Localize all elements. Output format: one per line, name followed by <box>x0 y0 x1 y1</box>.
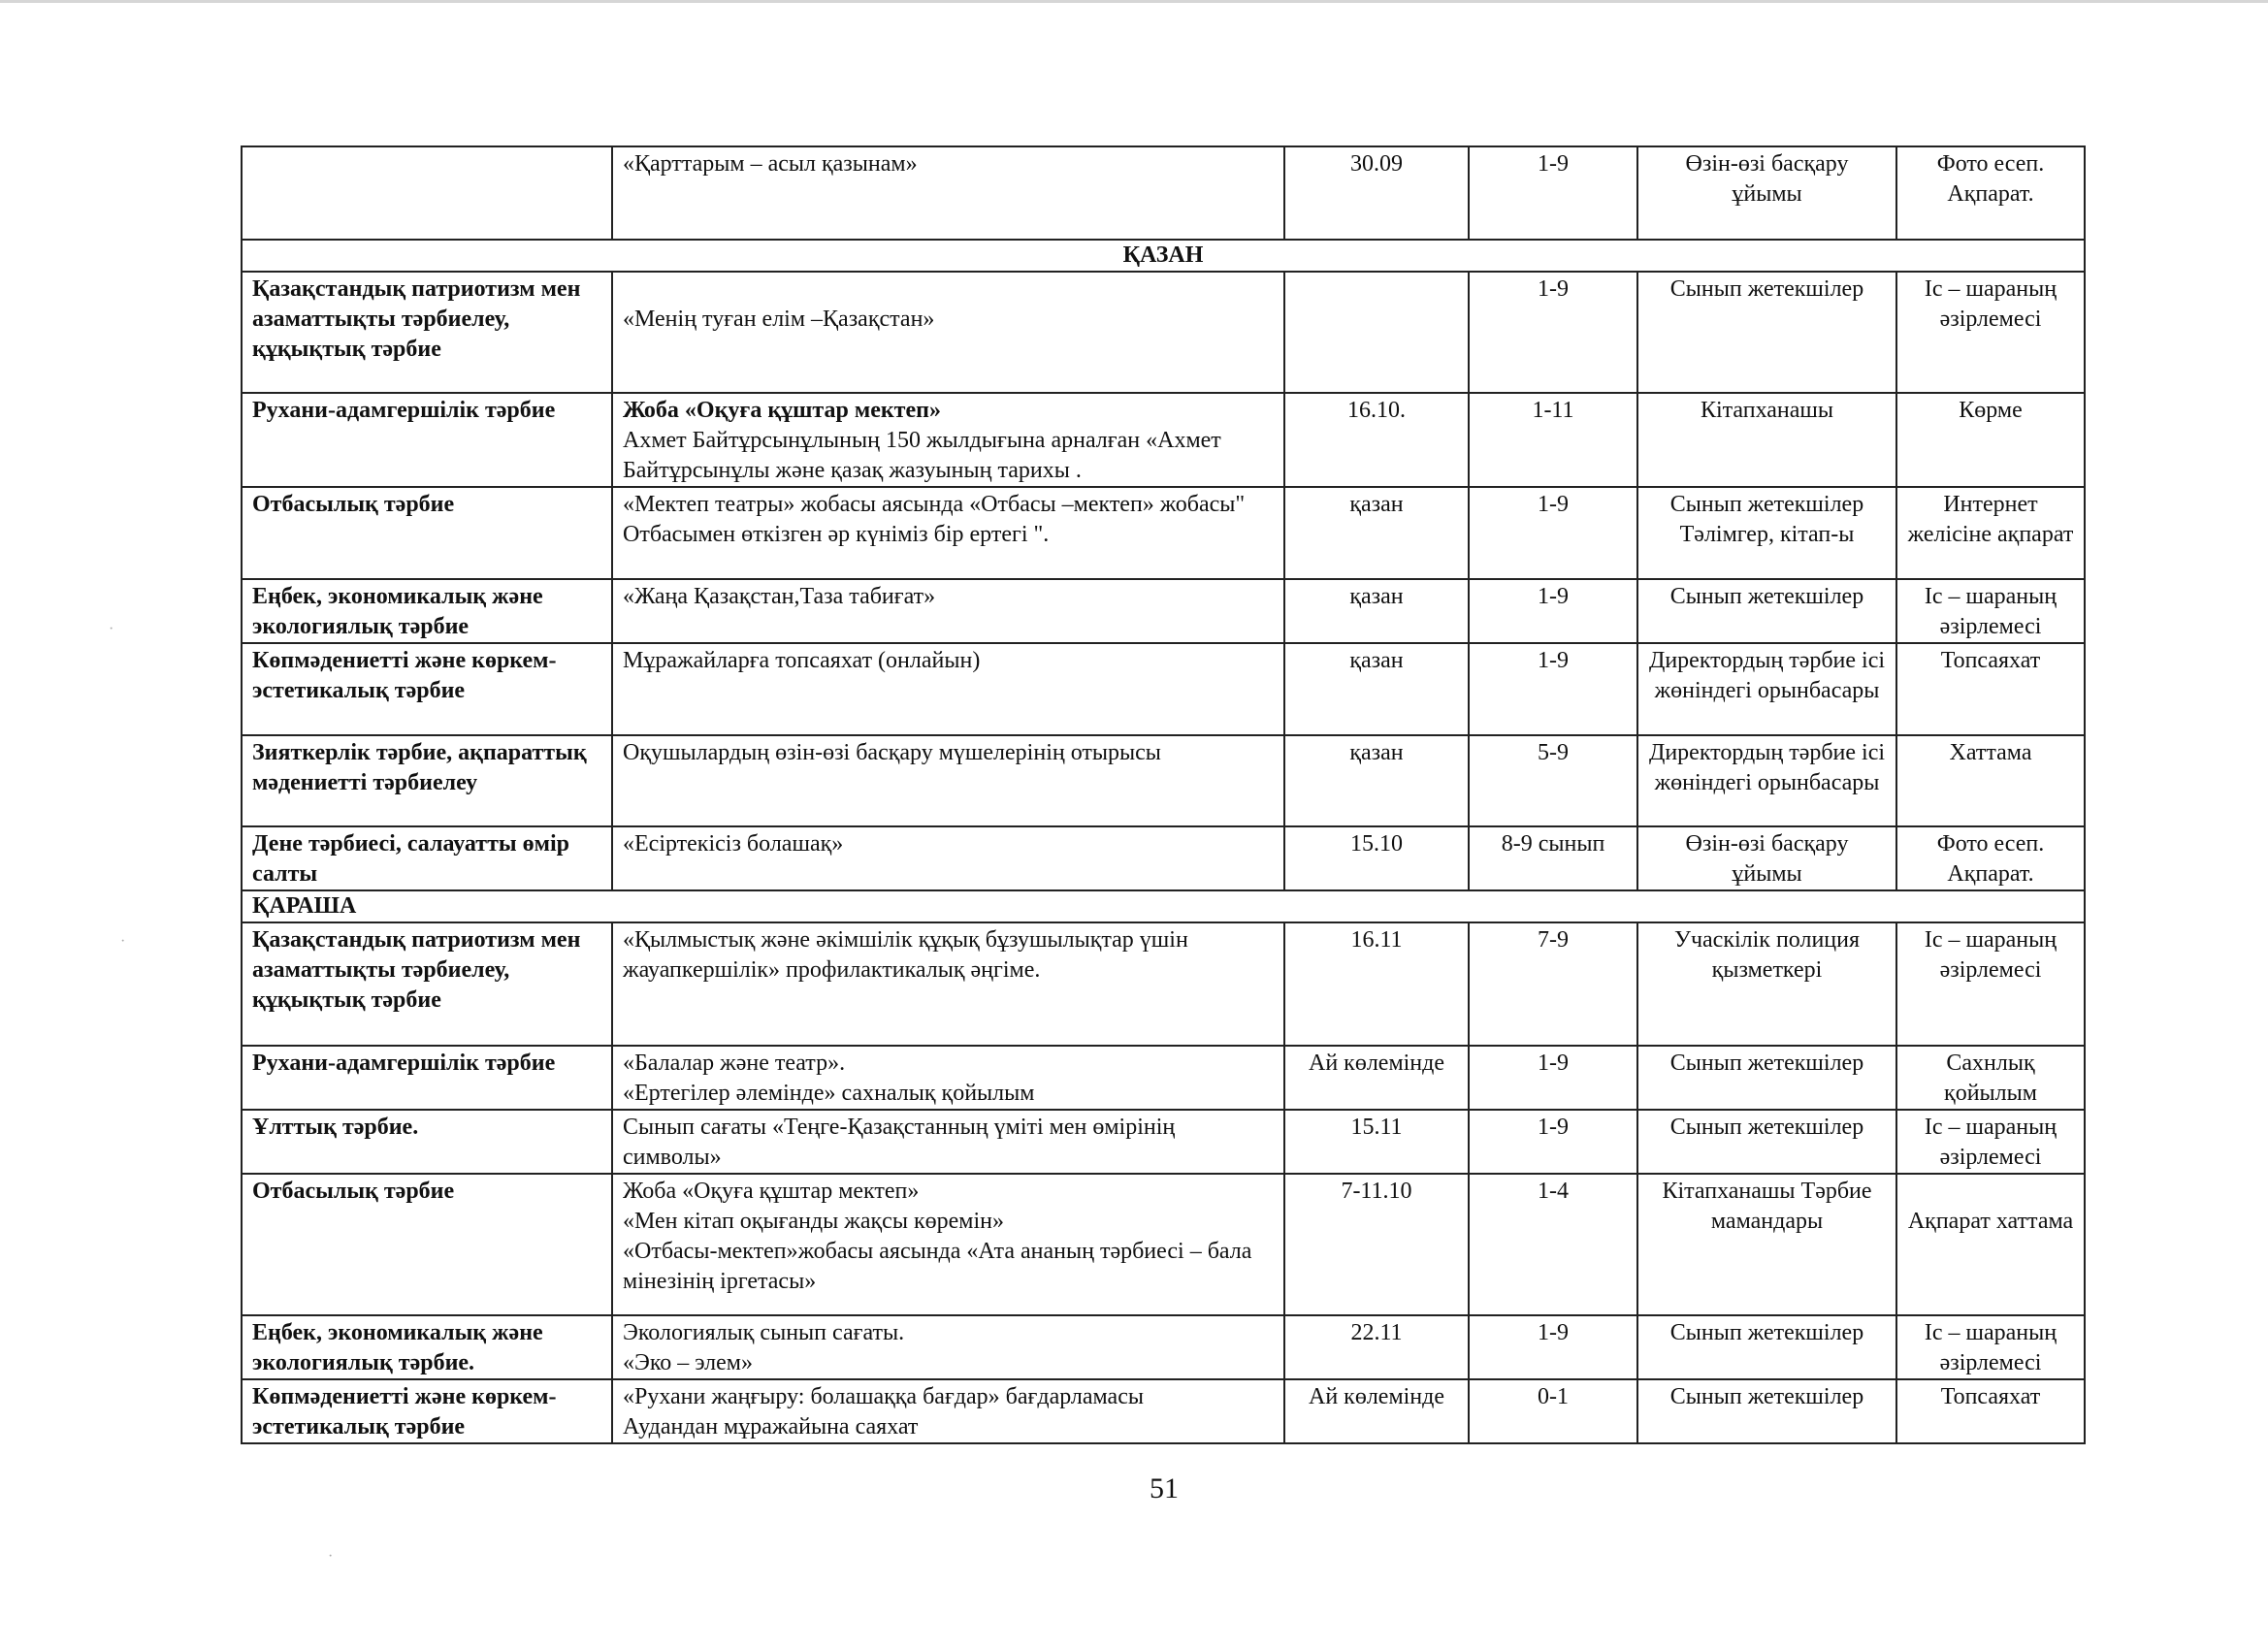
grades-cell: 1-9 <box>1469 1315 1637 1379</box>
date-cell: 16.11 <box>1284 922 1469 1046</box>
events-plan-table <box>241 146 2086 1444</box>
event-cell: Оқушылардың өзін-өзі басқару мүшелерінің отырысы <box>612 735 1284 826</box>
result-cell: Фото есеп. Ақпарат. <box>1896 146 2085 240</box>
result-cell: Топсаяхат <box>1896 1379 2085 1443</box>
date-cell: 15.11 <box>1284 1110 1469 1174</box>
grades-cell: 5-9 <box>1469 735 1637 826</box>
table-row <box>242 1110 2085 1174</box>
responsible-cell: Директордың тәрбие ісі жөніндегі орынбасары <box>1637 735 1896 826</box>
month-header-row <box>242 890 2085 922</box>
event-text-3: «Отбасы-мектеп»жобасы аясында «Ата ананың тәрбиесі – бала мінезінің іргетасы» <box>623 1239 1252 1294</box>
category-cell: Рухани-адамгершілік тәрбие <box>242 1046 612 1110</box>
event-text: «Менің туған елім –Қазақстан» <box>623 307 935 332</box>
result-text: Ақпарат хаттама <box>1907 1209 2074 1234</box>
table-row <box>242 922 2085 1046</box>
event-text-2: «Ертегілер әлемінде» сахналық қойылым <box>623 1081 1035 1106</box>
grades-cell: 8-9 сынып <box>1469 826 1637 890</box>
date-cell: Ай көлемінде <box>1284 1379 1469 1443</box>
responsible-cell: Директордың тәрбие ісі жөніндегі орынбасары <box>1637 643 1896 735</box>
result-cell: Іс – шараның әзірлемесі <box>1896 272 2085 393</box>
event-cell: «Есіртекісіз болашақ» <box>612 826 1284 890</box>
result-cell: Сахнлық қойылым <box>1896 1046 2085 1110</box>
result-cell: Іс – шараның әзірлемесі <box>1896 1110 2085 1174</box>
grades-cell: 0-1 <box>1469 1379 1637 1443</box>
grades-cell: 1-9 <box>1469 579 1637 643</box>
event-text: «Балалар және театр». <box>623 1051 846 1076</box>
date-cell: 16.10. <box>1284 393 1469 487</box>
event-text: Жоба «Оқуға құштар мектеп» <box>623 1179 920 1204</box>
event-cell: Сынып сағаты «Теңге-Қазақстанның үміті мен өмірінің символы» <box>612 1110 1284 1174</box>
grades-cell: 1-4 <box>1469 1174 1637 1315</box>
table-row <box>242 1046 2085 1110</box>
event-title: Жоба «Оқуға құштар мектеп» <box>623 398 941 423</box>
table-row <box>242 735 2085 826</box>
event-cell: Мұражайларға топсаяхат (онлайын) <box>612 643 1284 735</box>
table-row <box>242 1379 2085 1443</box>
responsible-cell: Сынып жетекшілер <box>1637 579 1896 643</box>
responsible-cell: Сынып жетекшілер <box>1637 1379 1896 1443</box>
table-row <box>242 643 2085 735</box>
category-cell: Рухани-адамгершілік тәрбие <box>242 393 612 487</box>
scan-speck: · <box>120 933 126 950</box>
month-kazan-label: ҚАЗАН <box>242 240 2085 272</box>
event-cell: «Жаңа Қазақстан,Таза табиғат» <box>612 579 1284 643</box>
category-cell: Зияткерлік тәрбие, ақпараттық мәдениетті тәрбиелеу <box>242 735 612 826</box>
category-cell: Қазақстандық патриотизм мен азаматтықты тәрбиелеу, құқықтық тәрбие <box>242 272 612 393</box>
result-cell: Топсаяхат <box>1896 643 2085 735</box>
event-cell <box>612 272 1284 393</box>
table-row <box>242 272 2085 393</box>
table-row <box>242 1315 2085 1379</box>
category-cell: Дене тәрбиесі, салауатты өмір салты <box>242 826 612 890</box>
event-cell <box>612 1379 1284 1443</box>
table-row <box>242 487 2085 579</box>
table-row <box>242 579 2085 643</box>
grades-cell: 1-9 <box>1469 146 1637 240</box>
grades-cell: 1-9 <box>1469 1110 1637 1174</box>
event-text: «Рухани жаңғыру: болашаққа бағдар» бағдарламасы <box>623 1384 1144 1409</box>
date-cell <box>1284 272 1469 393</box>
event-cell: «Мектеп театры» жобасы аясында «Отбасы –мектеп» жобасы" Отбасымен өткізген әр күніміз бір ертегі ". <box>612 487 1284 579</box>
event-cell <box>612 1174 1284 1315</box>
category-cell <box>242 146 612 240</box>
responsible-cell: Өзін-өзі басқару ұйымы <box>1637 826 1896 890</box>
responsible-cell: Сынып жетекшілер <box>1637 272 1896 393</box>
scan-speck: · <box>109 621 114 637</box>
responsible-cell: Кітапханашы Тәрбие мамандары <box>1637 1174 1896 1315</box>
result-cell: Көрме <box>1896 393 2085 487</box>
grades-cell: 1-9 <box>1469 1046 1637 1110</box>
date-cell: қазан <box>1284 487 1469 579</box>
responsible-cell: Сынып жетекшілер <box>1637 1046 1896 1110</box>
category-cell: Көпмәдениетті және көркем-эстетикалық тәрбие <box>242 643 612 735</box>
event-cell <box>612 393 1284 487</box>
event-cell: «Қарттарым – асыл қазынам» <box>612 146 1284 240</box>
date-cell: 15.10 <box>1284 826 1469 890</box>
date-cell: Ай көлемінде <box>1284 1046 1469 1110</box>
date-cell: 22.11 <box>1284 1315 1469 1379</box>
result-cell: Іс – шараның әзірлемесі <box>1896 579 2085 643</box>
page-number: 51 <box>1150 1472 1179 1504</box>
responsible-cell: Сынып жетекшілер Тәлімгер, кітап-ы <box>1637 487 1896 579</box>
result-cell <box>1896 1174 2085 1315</box>
grades-cell: 1-9 <box>1469 272 1637 393</box>
scan-top-edge <box>0 0 2268 3</box>
event-text-2: Аудандан мұражайына саяхат <box>623 1414 919 1439</box>
event-cell <box>612 1046 1284 1110</box>
category-cell: Қазақстандық патриотизм мен азаматтықты тәрбиелеу, құқықтық тәрбие <box>242 922 612 1046</box>
date-cell: 7-11.10 <box>1284 1174 1469 1315</box>
responsible-cell: Учаскілік полиция қызметкері <box>1637 922 1896 1046</box>
grades-cell: 1-9 <box>1469 643 1637 735</box>
date-cell: 30.09 <box>1284 146 1469 240</box>
event-cell: «Қылмыстық және әкімшілік құқық бұзушылықтар үшін жауапкершілік» профилактикалық әңгіме. <box>612 922 1284 1046</box>
result-cell: Іс – шараның әзірлемесі <box>1896 922 2085 1046</box>
responsible-cell: Кітапханашы <box>1637 393 1896 487</box>
event-text-2: «Мен кітап оқығанды жақсы көремін» <box>623 1209 1004 1234</box>
grades-cell: 7-9 <box>1469 922 1637 1046</box>
table-row <box>242 1174 2085 1315</box>
event-cell <box>612 1315 1284 1379</box>
scan-speck: · <box>328 1548 334 1565</box>
category-cell: Отбасылық тәрбие <box>242 1174 612 1315</box>
event-text: Ахмет Байтұрсынұлының 150 жылдығына арналған «Ахмет Байтұрсынұлы және қазақ жазуының тарихы . <box>623 428 1221 483</box>
month-header-row <box>242 240 2085 272</box>
responsible-cell: Өзін-өзі басқару ұйымы <box>1637 146 1896 240</box>
responsible-cell: Сынып жетекшілер <box>1637 1315 1896 1379</box>
date-cell: қазан <box>1284 643 1469 735</box>
table-row <box>242 393 2085 487</box>
date-cell: қазан <box>1284 579 1469 643</box>
table-row <box>242 826 2085 890</box>
grades-cell: 1-11 <box>1469 393 1637 487</box>
result-cell: Фото есеп. Ақпарат. <box>1896 826 2085 890</box>
event-text: Экологиялық сынып сағаты. <box>623 1320 905 1345</box>
result-cell: Интернет желісіне ақпарат <box>1896 487 2085 579</box>
category-cell: Отбасылық тәрбие <box>242 487 612 579</box>
result-cell: Іс – шараның әзірлемесі <box>1896 1315 2085 1379</box>
category-cell: Еңбек, экономикалық және экологиялық тәрбие. <box>242 1315 612 1379</box>
grades-cell: 1-9 <box>1469 487 1637 579</box>
category-cell: Еңбек, экономикалық және экологиялық тәрбие <box>242 579 612 643</box>
event-text-2: «Эко – элем» <box>623 1350 753 1375</box>
table-row <box>242 146 2085 240</box>
month-karasha-label: ҚАРАША <box>242 890 2085 922</box>
responsible-cell: Сынып жетекшілер <box>1637 1110 1896 1174</box>
result-cell: Хаттама <box>1896 735 2085 826</box>
date-cell: қазан <box>1284 735 1469 826</box>
category-cell: Ұлттық тәрбие. <box>242 1110 612 1174</box>
category-cell: Көпмәдениетті және көркем-эстетикалық тәрбие <box>242 1379 612 1443</box>
